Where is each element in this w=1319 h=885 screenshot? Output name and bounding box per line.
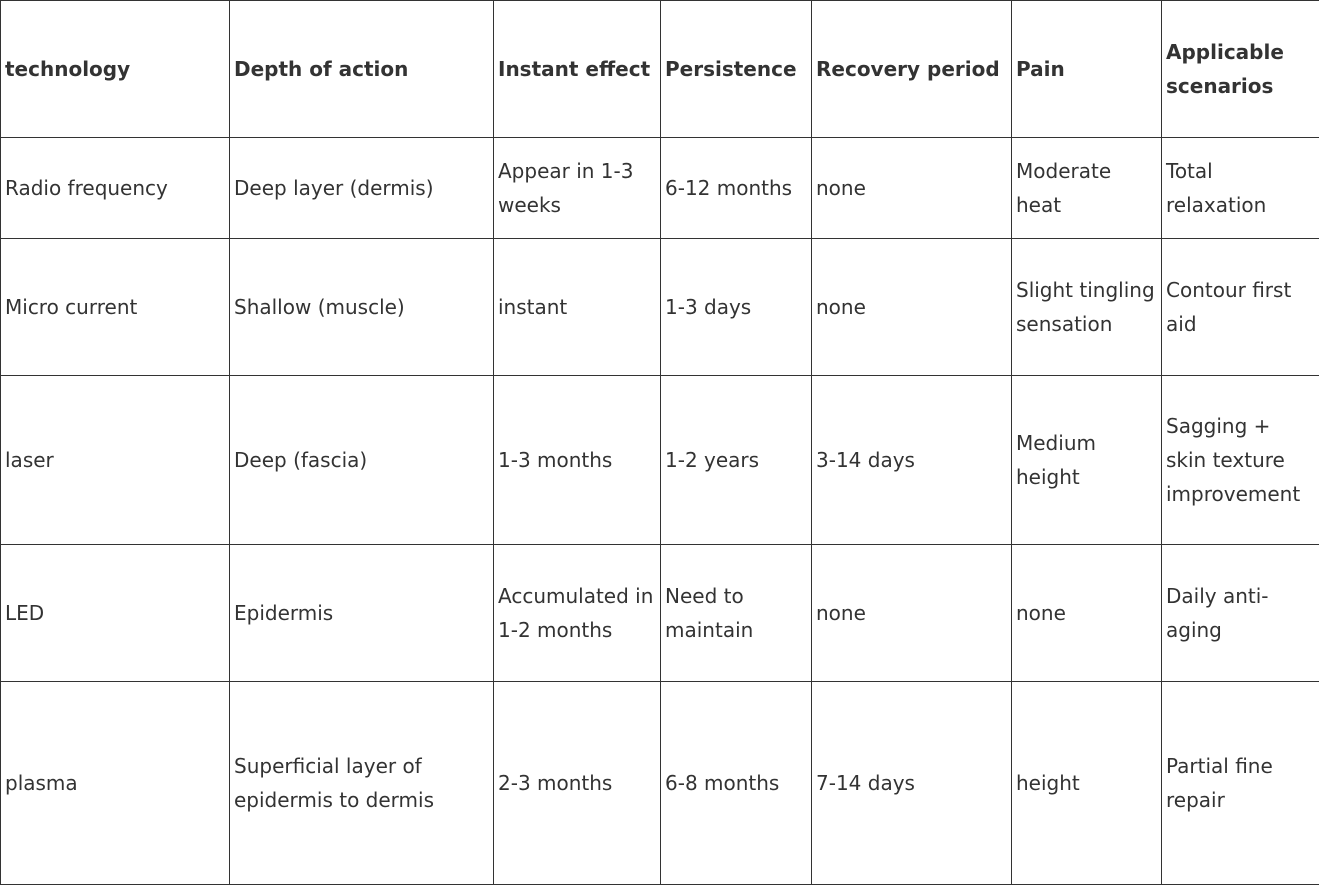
table-cell-recovery: none: [812, 545, 1012, 682]
table-cell-instant-effect: instant: [494, 239, 661, 376]
table-cell-recovery: 3-14 days: [812, 376, 1012, 545]
table-cell-persistence: 6-8 months: [661, 682, 812, 885]
table-cell-pain: Slight tingling sensation: [1012, 239, 1162, 376]
table-row: [1, 682, 1319, 885]
table-cell-recovery: none: [812, 138, 1012, 239]
header-pain: Pain: [1012, 1, 1162, 138]
table-cell-persistence: 6-12 months: [661, 138, 812, 239]
table-cell-scenarios: Total relaxation: [1162, 138, 1319, 239]
table-row: [1, 239, 1319, 376]
table-cell-persistence: 1-2 years: [661, 376, 812, 545]
table-row: [1, 138, 1319, 239]
table-cell-technology: laser: [1, 376, 230, 545]
header-depth-of-action: Depth of action: [230, 1, 494, 138]
table-cell-scenarios: Sagging + skin texture improvement: [1162, 376, 1319, 545]
table-cell-technology: plasma: [1, 682, 230, 885]
table-cell-scenarios: Daily anti-aging: [1162, 545, 1319, 682]
table-cell-pain: none: [1012, 545, 1162, 682]
table-row: [1, 545, 1319, 682]
table-cell-technology: Radio frequency: [1, 138, 230, 239]
header-persistence: Persistence: [661, 1, 812, 138]
header-instant-effect: Instant effect: [494, 1, 661, 138]
table-cell-depth: Deep layer (dermis): [230, 138, 494, 239]
header-recovery-period: Recovery period: [812, 1, 1012, 138]
table-cell-technology: Micro current: [1, 239, 230, 376]
table-cell-pain: Moderate heat: [1012, 138, 1162, 239]
table-cell-depth: Shallow (muscle): [230, 239, 494, 376]
table-cell-instant-effect: 1-3 months: [494, 376, 661, 545]
table-cell-depth: Deep (fascia): [230, 376, 494, 545]
table-cell-instant-effect: 2-3 months: [494, 682, 661, 885]
table-cell-instant-effect: Accumulated in 1-2 months: [494, 545, 661, 682]
table-cell-scenarios: Contour first aid: [1162, 239, 1319, 376]
table-cell-instant-effect: Appear in 1-3 weeks: [494, 138, 661, 239]
table-cell-pain: Medium height: [1012, 376, 1162, 545]
table-cell-technology: LED: [1, 545, 230, 682]
header-row: [1, 1, 1319, 138]
header-applicable-scenarios: Applicable scenarios: [1162, 1, 1319, 138]
table-cell-recovery: none: [812, 239, 1012, 376]
table-cell-persistence: 1-3 days: [661, 239, 812, 376]
table-cell-persistence: Need to maintain: [661, 545, 812, 682]
table-cell-pain: height: [1012, 682, 1162, 885]
table-cell-recovery: 7-14 days: [812, 682, 1012, 885]
table-cell-depth: Superficial layer of epidermis to dermis: [230, 682, 494, 885]
table-cell-depth: Epidermis: [230, 545, 494, 682]
header-technology: technology: [1, 1, 230, 138]
table-cell-scenarios: Partial fine repair: [1162, 682, 1319, 885]
table-row: [1, 376, 1319, 545]
